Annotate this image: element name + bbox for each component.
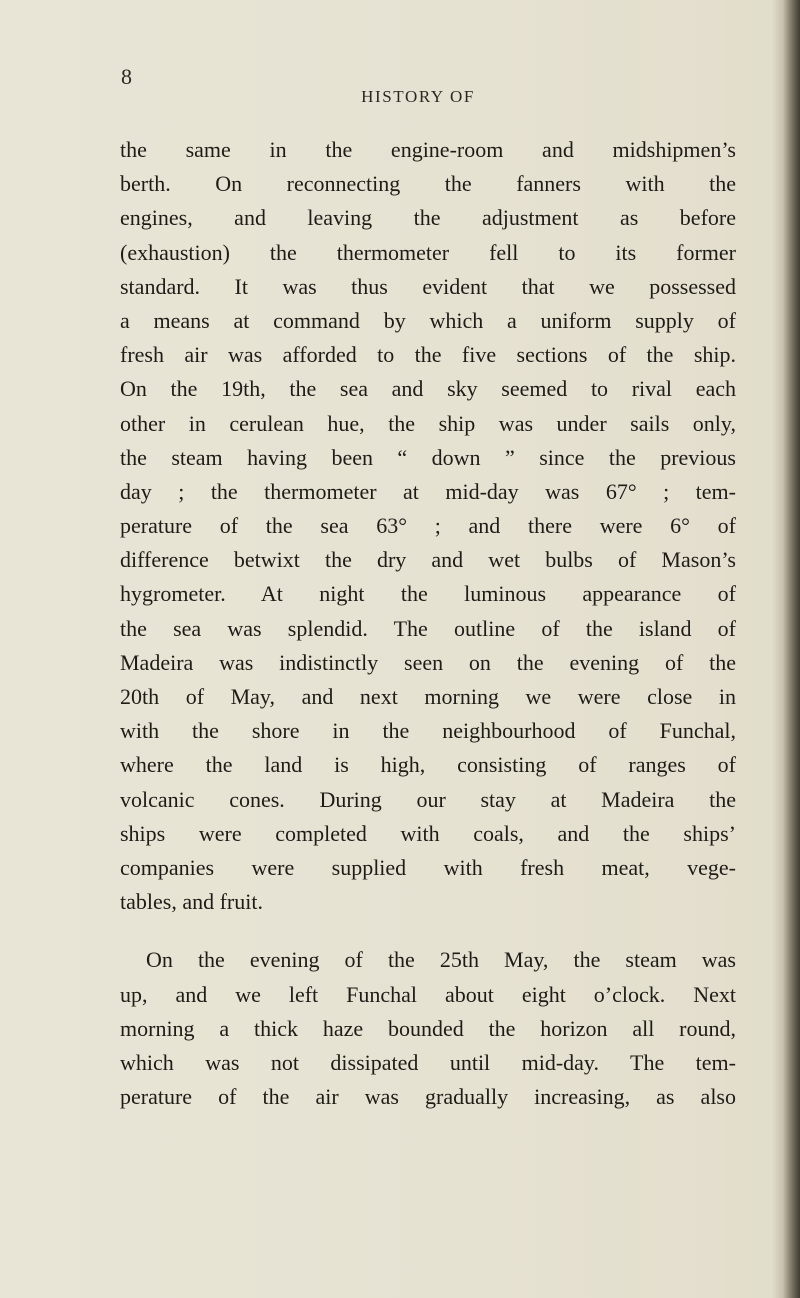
text-line: perature of the sea 63° ; and there were 6° of [120,513,736,539]
text-line: engines, and leaving the adjustment as before [120,205,736,231]
text-line: hygrometer. At night the luminous appearance of [120,581,736,607]
text-line: tables, and fruit. [120,889,263,915]
text-line: the same in the engine-room and midshipmen’s [120,137,736,162]
text-line: volcanic cones. During our stay at Madeira the [120,786,736,812]
page-number: 8 [121,64,132,89]
text-line: the steam having been “ down ” since the previous [120,444,736,470]
text-line: fresh air was afforded to the five sections of the ship. [120,342,736,368]
text-line: (exhaustion) the thermometer fell to its former [120,239,736,265]
text-line: the sea was splendid. The outline of the island of [120,615,736,641]
text-line: ships were completed with coals, and the ships’ [120,820,736,846]
text-line: a means at command by which a uniform supply of [120,307,736,333]
text-line: companies were supplied with fresh meat, vege- [120,854,736,880]
text-line: up, and we left Funchal about eight o’clock. Next [120,981,736,1007]
paragraph-gap [120,919,736,943]
page-edge [782,0,800,1298]
text-line: other in cerulean hue, the ship was under sails only, [120,410,736,436]
text-line: perature of the air was gradually increasing, as also [120,1084,736,1110]
paragraph-1 [120,133,736,919]
text-line: 20th of May, and next morning we were close in [120,684,736,709]
text-line: On the evening of the 25th May, the steam was [146,947,736,973]
page-gutter-shadow [772,0,782,1298]
text-line: day ; the thermometer at mid-day was 67° ; tem- [120,478,736,504]
text-line: which was not dissipated until mid-day. The tem- [120,1049,736,1075]
paragraph-2 [120,943,736,1114]
text-line: berth. On reconnecting the fanners with the [120,171,736,197]
text-line: with the shore in the neighbourhood of Funchal, [120,718,736,744]
text-line: where the land is high, consisting of ranges of [120,752,736,778]
text-line: On the 19th, the sea and sky seemed to rival each [120,376,736,402]
body-text [120,133,736,1114]
text-line: standard. It was thus evident that we possessed [120,273,736,299]
text-line: Madeira was indistinctly seen on the evening of the [120,649,736,675]
running-head: HISTORY OF [361,87,475,106]
text-line: difference betwixt the dry and wet bulbs of Mason’s [120,547,736,573]
text-line: morning a thick haze bounded the horizon all round, [120,1015,736,1041]
